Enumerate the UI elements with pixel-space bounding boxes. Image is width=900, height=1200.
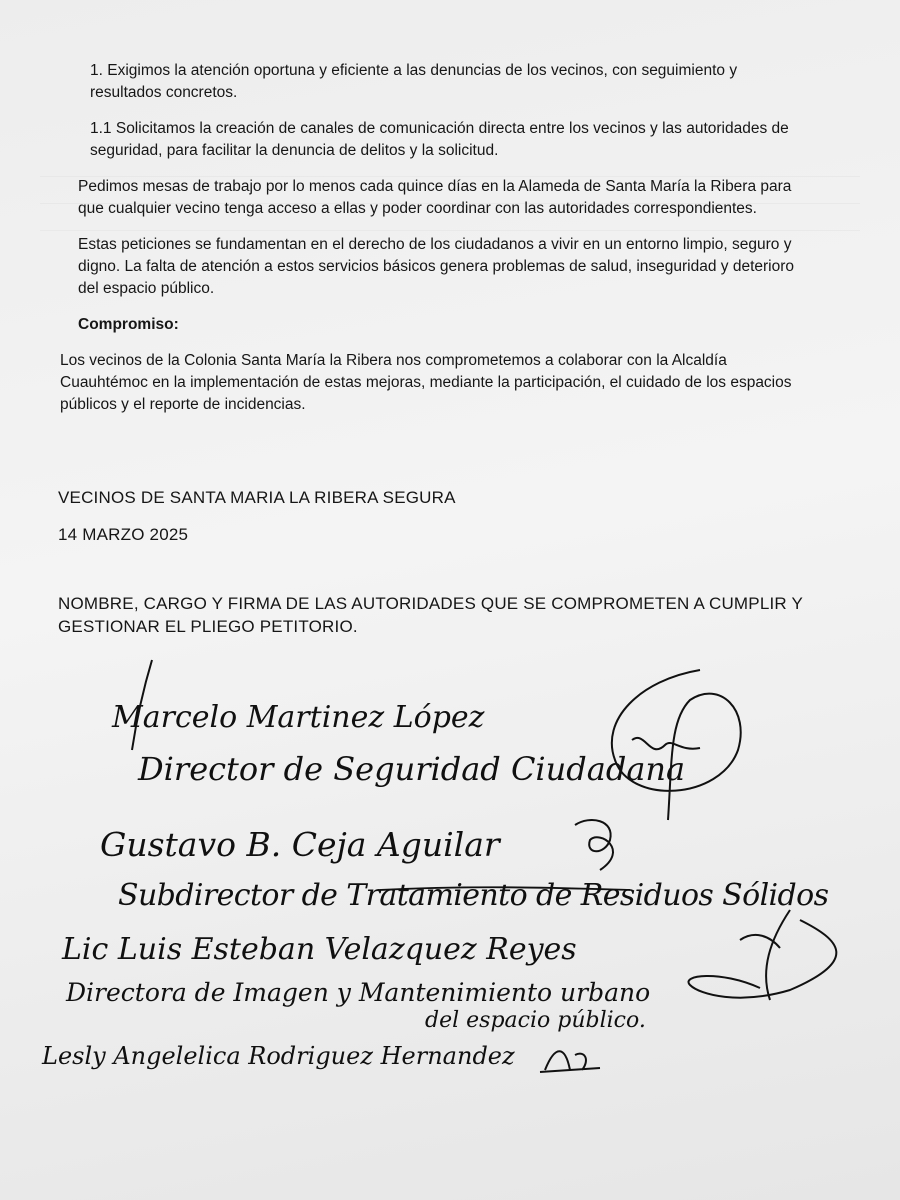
demand-1-1: 1.1 Solicitamos la creación de canales de comunicación directa entre los vecinos y las autoridades de seguridad, para facilitar la denuncia de delitos y la solicitud. <box>90 120 789 159</box>
commitment-text: Los vecinos de la Colonia Santa María la Ribera nos comprometemos a colaborar con la Alcaldía Cuauhtémoc en la implementación de estas mejoras, mediante la participación, el cuidado de los espacios públicos y el reporte de incidencias. <box>60 352 792 413</box>
commitment-heading: Compromiso: <box>78 316 179 333</box>
justification: Estas peticiones se fundamentan en el derecho de los ciudadanos a vivir en un entorno limpio, seguro y digno. La falta de atención a estos servicios básicos genera problemas de salud, inseguridad y deterioro del espacio público. <box>78 236 795 297</box>
signatures-area <box>0 640 900 1100</box>
signatory-3-role-line2: del espacio público. <box>425 1008 646 1033</box>
signatory-1-name: Marcelo Martinez López <box>112 700 485 735</box>
signatory-2-name: Gustavo B. Ceja Aguilar <box>100 825 500 864</box>
signatory-1-role: Director de Seguridad Ciudadana <box>138 750 686 788</box>
petition-body <box>60 60 800 430</box>
signatory-3-role: Directora de Imagen y Mantenimiento urbano <box>66 978 651 1007</box>
signatory-3-name: Lic Luis Esteban Velazquez Reyes <box>62 932 577 967</box>
signatory-4-name: Lesly Angelelica Rodriguez Hernandez <box>42 1042 515 1070</box>
signatory-group: VECINOS DE SANTA MARIA LA RIBERA SEGURA <box>58 488 456 507</box>
authorities-heading: NOMBRE, CARGO Y FIRMA DE LAS AUTORIDADES QUE SE COMPROMETEN A CUMPLIR Y GESTIONAR EL PLIEGO PETITORIO. <box>58 594 803 636</box>
document-date: 14 MARZO 2025 <box>58 525 189 544</box>
signatory-2-role: Subdirector de Tratamiento de Residuos Sólidos <box>118 878 829 913</box>
request-meetings: Pedimos mesas de trabajo por lo menos cada quince días en la Alameda de Santa María la Ribera para que cualquier vecino tenga acceso a ellas y poder coordinar con las autoridades correspondientes. <box>78 178 792 217</box>
demand-1: 1. Exigimos la atención oportuna y eficiente a las denuncias de los vecinos, con seguimiento y resultados concretos. <box>90 62 738 101</box>
